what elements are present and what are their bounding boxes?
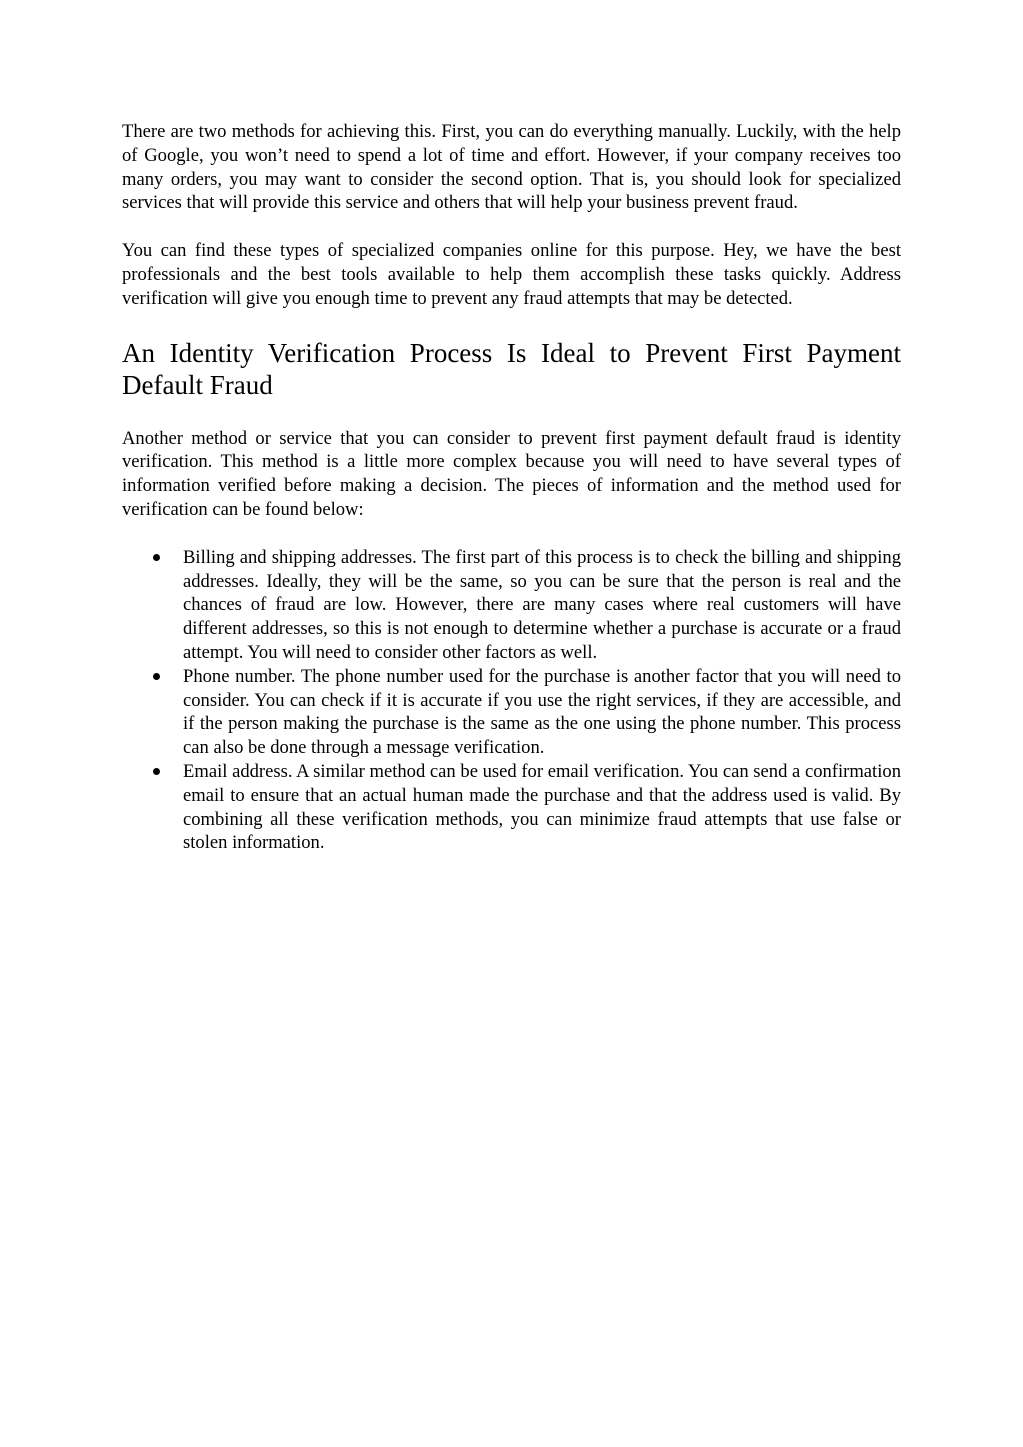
bullet-icon (153, 768, 160, 775)
bullet-icon (153, 554, 160, 561)
list-item (122, 546, 901, 665)
bullet-icon (153, 673, 160, 680)
paragraph-specialized-companies: You can find these types of specialized companies online for this purpose. Hey, we have the best professionals and the best tools available to help them accomplish these tasks quickly. Address verification will give you enough time to prevent any fraud attempts that may be detected. (122, 240, 901, 309)
list-item (122, 760, 901, 855)
paragraph-identity-verification: Another method or service that you can consider to prevent first payment default fraud is identity verification. This method is a little more complex because you will need to have several types of information verified before making a decision. The pieces of information and the method used for verification can be found below: (122, 427, 901, 520)
list-item (122, 665, 901, 760)
document-page (122, 120, 901, 855)
verification-methods-list (122, 546, 901, 855)
section-heading: An Identity Verification Process Is Ideal to Prevent First Payment Default Fraud (122, 337, 901, 401)
paragraph-methods: There are two methods for achieving this. First, you can do everything manually. Luckily, with the help of Google, you won’t need to spend a lot of time and effort. However, if your company receives too many orders, you may want to consider the second option. That is, you should look for specialized services that will provide this service and others that will help your business prevent fraud. (122, 121, 901, 214)
list-item-text: Phone number. The phone number used for the purchase is another factor that you will need to consider. You can check if it is accurate if you use the right services, if they are accessible, and if the person making the purchase is the same as the one using the phone number. This process can also be done through a message verification. (183, 665, 901, 759)
list-item-text: Email address. A similar method can be used for email verification. You can send a confirmation email to ensure that an actual human made the purchase and that the address used is valid. By combining all these verification methods, you can minimize fraud attempts that use false or stolen information. (183, 760, 901, 854)
list-item-text: Billing and shipping addresses. The first part of this process is to check the billing and shipping addresses. Ideally, they will be the same, so you can be sure that the person is real and the chances of fraud are low. However, there are many cases where real customers will have different addresses, so this is not enough to determine whether a purchase is accurate or a fraud attempt. You will need to consider other factors as well. (183, 546, 901, 663)
